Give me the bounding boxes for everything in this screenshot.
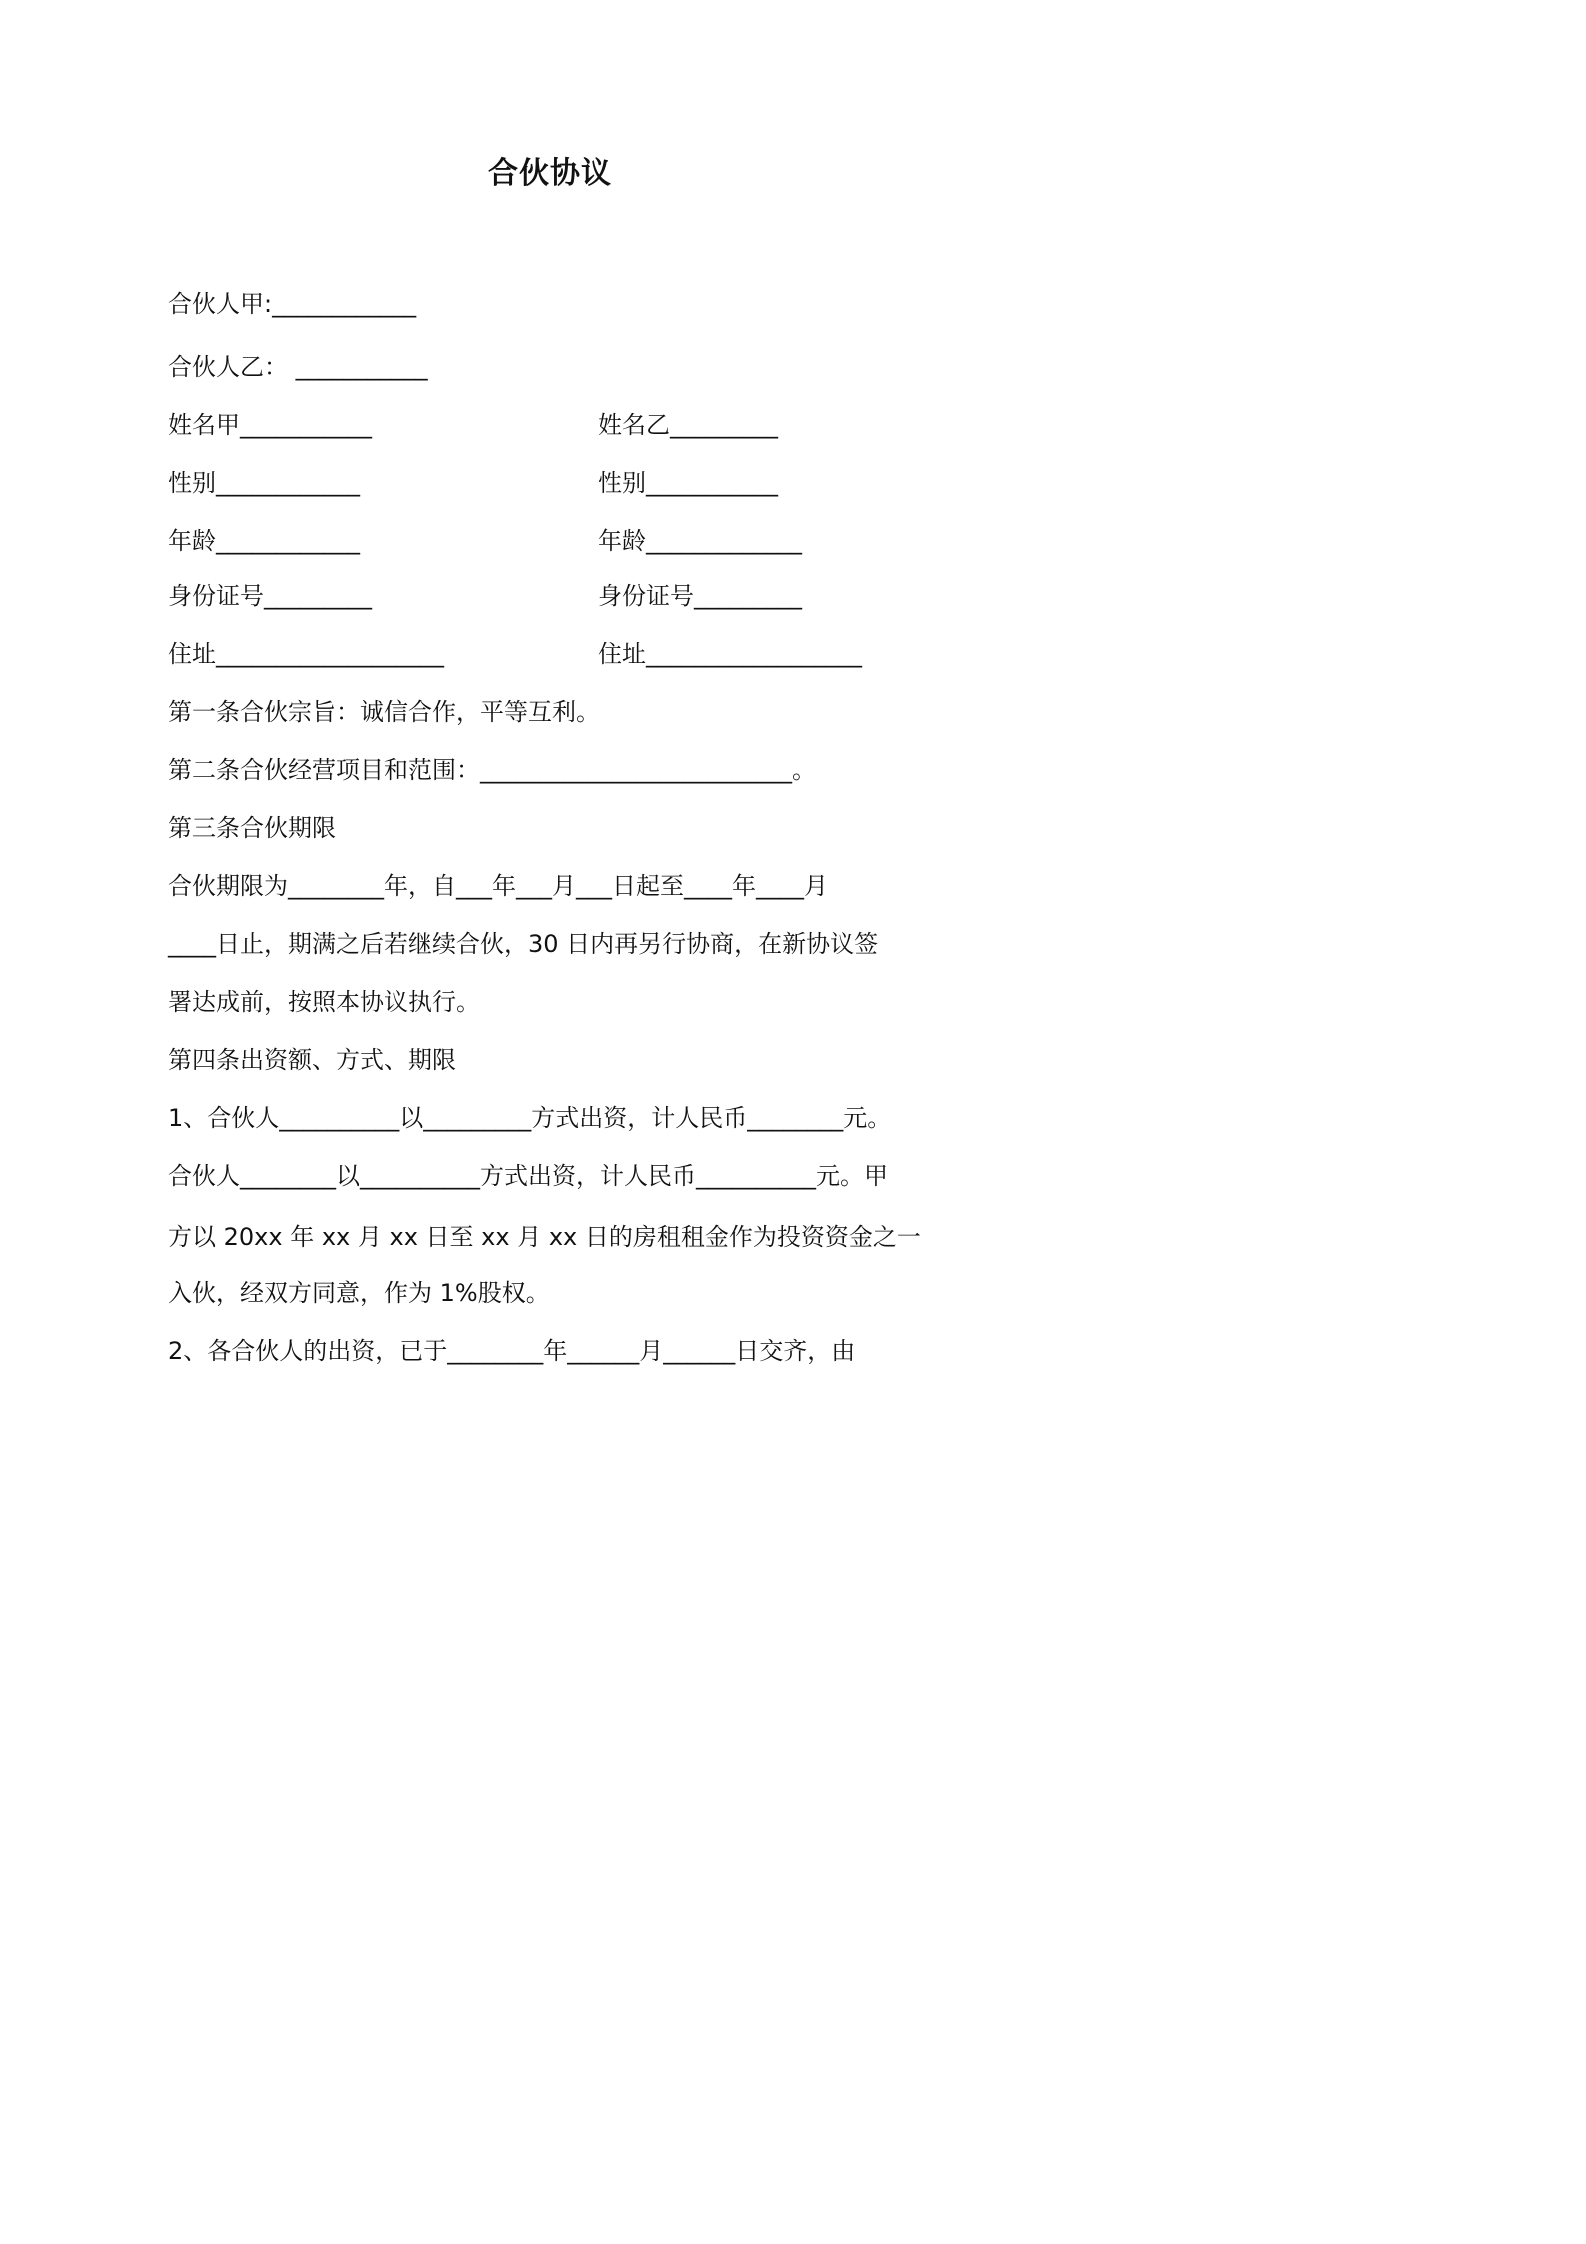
partner-a-line: 合伙人甲:____________ <box>168 290 417 318</box>
id-number-b-field: 身份证号_________ <box>598 582 802 610</box>
document-title: 合伙协议 <box>488 156 612 191</box>
document-page <box>0 0 1100 1556</box>
article-4-line: 入伙，经双方同意，作为 1%股权。 <box>168 1279 550 1307</box>
age-a-field: 年龄____________ <box>168 527 360 555</box>
article-4-line: 2、各合伙人的出资，已于________年______月______日交齐，由 <box>168 1337 856 1365</box>
address-b-field: 住址__________________ <box>598 640 862 668</box>
article-3-heading: 第三条合伙期限 <box>168 814 336 842</box>
article-4-line: 1、合伙人__________以_________方式出资，计人民币________元。 <box>168 1104 892 1132</box>
gender-a-field: 性别____________ <box>168 469 360 497</box>
age-b-field: 年龄_____________ <box>598 527 802 555</box>
article-1: 第一条合伙宗旨：诚信合作，平等互利。 <box>168 698 600 726</box>
id-number-a-field: 身份证号_________ <box>168 582 372 610</box>
article-4-line: 合伙人________以__________方式出资，计人民币__________元。甲 <box>168 1162 888 1190</box>
partner-b-line: 合伙人乙： ___________ <box>168 353 428 381</box>
name-b-field: 姓名乙_________ <box>598 411 778 439</box>
gender-b-field: 性别___________ <box>598 469 778 497</box>
article-3-line: ____日止，期满之后若继续合伙，30 日内再另行协商，在新协议签 <box>168 930 879 958</box>
article-2: 第二条合伙经营项目和范围：__________________________。 <box>168 756 816 784</box>
article-4-heading: 第四条出资额、方式、期限 <box>168 1046 456 1074</box>
article-3-line: 合伙期限为________年，自___年___月___日起至____年____月 <box>168 872 828 900</box>
name-a-field: 姓名甲___________ <box>168 411 372 439</box>
article-3-line: 署达成前，按照本协议执行。 <box>168 988 480 1016</box>
article-4-line: 方以 20xx 年 xx 月 xx 日至 xx 月 xx 日的房租租金作为投资资金之一 <box>168 1223 921 1251</box>
address-a-field: 住址___________________ <box>168 640 444 668</box>
